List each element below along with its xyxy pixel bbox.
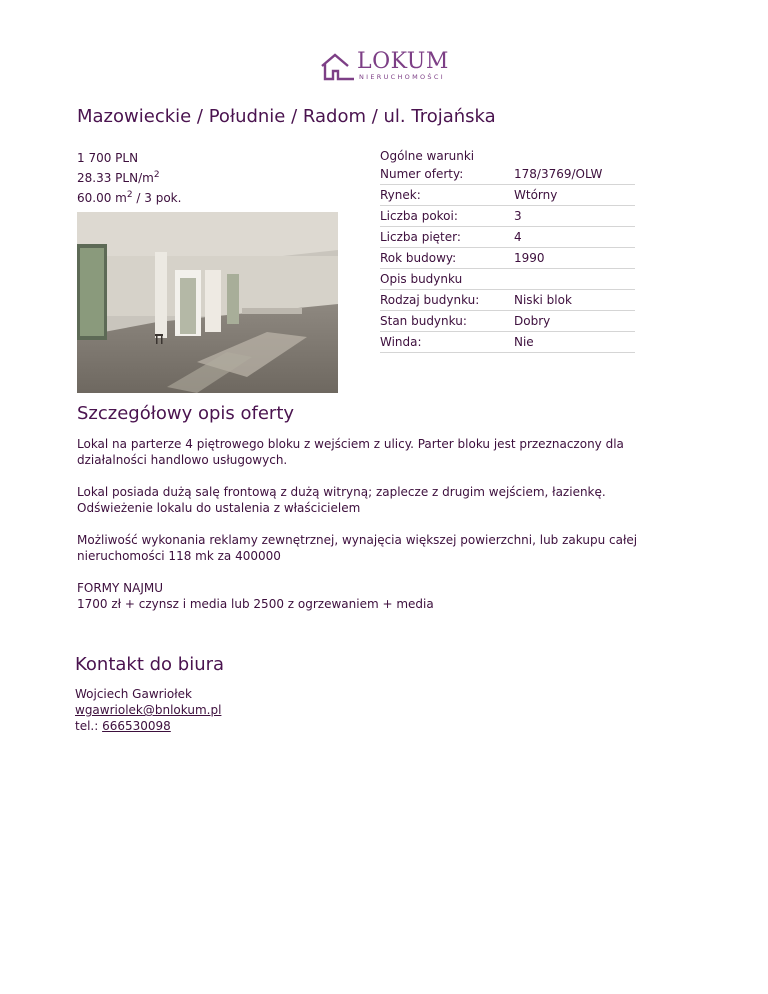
logo-brand: LOKUM xyxy=(357,49,449,74)
agent-email-link[interactable]: wgawriolek@bnlokum.pl xyxy=(75,703,222,717)
agent-phone-link[interactable]: 666530098 xyxy=(102,719,171,733)
param-value: Niski blok xyxy=(514,293,572,307)
param-row xyxy=(380,206,635,227)
house-icon xyxy=(319,52,355,82)
agent-name: Wojciech Gawriołek xyxy=(75,687,192,701)
param-value: 4 xyxy=(514,230,522,244)
param-label: Liczba pokoi: xyxy=(380,209,458,223)
building-section-label: Opis budynku xyxy=(380,269,635,290)
param-label: Rynek: xyxy=(380,188,421,202)
param-value: Nie xyxy=(514,335,534,349)
param-row xyxy=(380,248,635,269)
property-photo xyxy=(77,212,338,393)
description-heading: Szczegółowy opis oferty xyxy=(77,403,295,424)
price-total: 1 700 PLN xyxy=(77,151,139,165)
description-paragraph: Lokal posiada dużą salę frontową z dużą witryną; zaplecze z drugim wejściem, łazienkę. Odświeżenie lokalu do ustalenia z właścicielem xyxy=(77,485,606,515)
param-label: Numer oferty: xyxy=(380,167,464,181)
area-rooms: 60.00 $m^2 / 3$ pok. xyxy=(77,190,182,205)
agent-phone: tel.: 666530098 xyxy=(75,719,171,733)
param-label: Liczba pięter: xyxy=(380,230,461,244)
company-logo xyxy=(319,50,454,84)
price-block xyxy=(77,148,181,208)
param-label: Rok budowy: xyxy=(380,251,457,265)
param-value: Wtórny xyxy=(514,188,558,202)
param-label: Rodzaj budynku: xyxy=(380,293,480,307)
contact-block xyxy=(75,686,221,734)
general-section-label: Ogólne warunki xyxy=(380,149,475,163)
rental-terms-text: 1700 zł + czynsz i media lub 2500 z ogrzewaniem + media xyxy=(77,597,434,611)
param-row xyxy=(380,290,635,311)
description-body xyxy=(77,436,677,628)
param-row xyxy=(380,332,635,353)
param-label: Winda: xyxy=(380,335,422,349)
description-paragraph: Lokal na parterze 4 piętrowego bloku z wejściem z ulicy. Parter bloku jest przeznaczony dla działalności handlowo usługowych. xyxy=(77,437,624,467)
param-row xyxy=(380,311,635,332)
param-value: 3 xyxy=(514,209,522,223)
logo-subtitle: NIERUCHOMOŚCI xyxy=(359,73,445,81)
page-title: Mazowieckie / Południe / Radom / ul. Trojańska xyxy=(77,106,496,127)
contact-heading: Kontakt do biura xyxy=(75,654,225,675)
rental-terms-title: FORMY NAJMU xyxy=(77,581,164,595)
param-row xyxy=(380,227,635,248)
offer-parameters xyxy=(380,148,635,353)
rental-terms xyxy=(77,580,677,612)
param-value: 1990 xyxy=(514,251,545,265)
description-paragraph: Możliwość wykonania reklamy zewnętrznej, wynajęcia większej powierzchni, lub zakupu całej nieruchomości 118 mk za 400000 xyxy=(77,533,638,563)
param-row xyxy=(380,185,635,206)
param-label: Stan budynku: xyxy=(380,314,467,328)
param-row xyxy=(380,165,635,185)
param-value: 178/3769/OLW xyxy=(514,167,603,181)
price-per-m2: 28.33 PLN/$m^2$ xyxy=(77,170,160,185)
param-value: Dobry xyxy=(514,314,551,328)
